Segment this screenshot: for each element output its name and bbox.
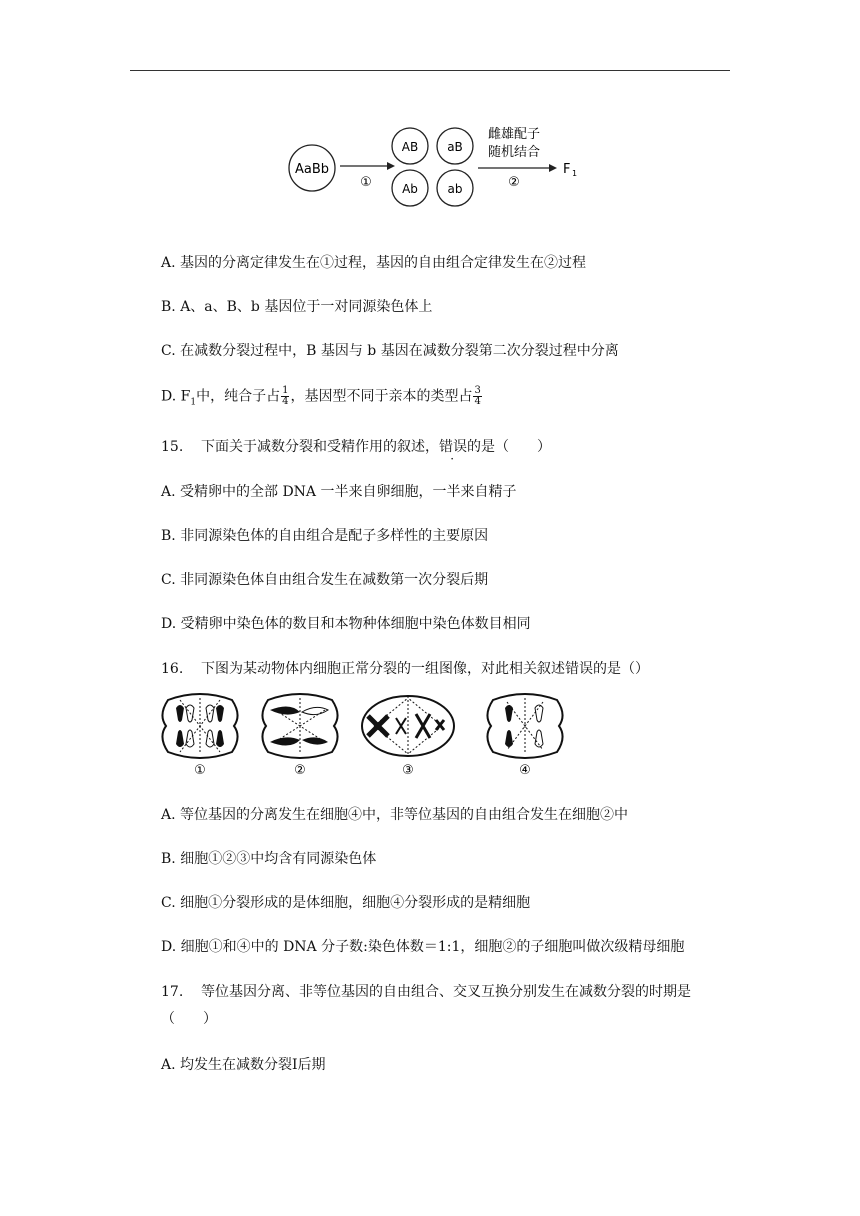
merge-text-2: 随机结合 [487, 145, 541, 160]
gamete-label: Ab [402, 182, 418, 196]
q15-option-a: A. 受精卵中的全部 DNA 一半来自卵细胞，一半来自精子 [161, 484, 517, 500]
q17-number: 17. [161, 984, 184, 1000]
cell-2 [262, 694, 337, 778]
cell-1 [162, 694, 237, 778]
q17-option-a: A. 均发生在减数分裂Ⅰ后期 [161, 1057, 326, 1073]
merge-text-1: 雌雄配子 [487, 127, 541, 142]
q16-option-b: B. 细胞①②③中均含有同源染色体 [161, 851, 377, 867]
q14-d-sub: 1 [190, 397, 197, 408]
q14-option-b: B. A、a、B、b 基因位于一对同源染色体上 [161, 299, 433, 315]
cell-4 [487, 694, 562, 778]
q15-option-c: C. 非同源染色体自由组合发生在减数第一次分裂后期 [161, 572, 489, 588]
step1-label: ① [360, 175, 372, 190]
gamete-diagram [282, 118, 582, 222]
cell-label: ④ [519, 763, 531, 778]
q14-option-c: C. 在减数分裂过程中，B 基因与 b 基因在减数分裂第二次分裂过程中分离 [161, 343, 619, 359]
arrow-1-head [387, 162, 395, 170]
step2-label: ② [508, 175, 520, 190]
cell-label: ② [294, 763, 306, 778]
q16-option-a: A. 等位基因的分离发生在细胞④中，非等位基因的自由组合发生在细胞②中 [161, 807, 629, 823]
q16-option-d: D. 细胞①和④中的 DNA 分子数:染色体数＝1:1，细胞②的子细胞叫做次级精母细胞 [161, 939, 685, 955]
header-rule [130, 70, 730, 71]
fraction-1 [281, 386, 289, 407]
q14-option-d [161, 386, 483, 411]
q15-option-d: D. 受精卵中染色体的数目和本物种体细胞中染色体数目相同 [161, 616, 531, 632]
parent-label: AaBb [294, 162, 330, 177]
fraction-2-den: 4 [474, 396, 481, 407]
q17-stem-text: 等位基因分离、非等位基因的自由组合、交叉互换分别发生在减数分裂的时期是 [201, 984, 691, 1000]
q17-stem [161, 983, 691, 1001]
q14-d-mid2: ，基因型不同于亲本的类型占 [290, 388, 473, 405]
q15-number: 15. [161, 439, 184, 455]
cell-label: ③ [402, 763, 414, 778]
q16-option-c: C. 细胞①分裂形成的是体细胞，细胞④分裂形成的是精细胞 [161, 895, 531, 911]
q16-number: 16. [161, 661, 184, 677]
q14-d-mid: 中，纯合子占 [196, 388, 281, 405]
cell-3 [362, 696, 454, 778]
gamete-label: ab [447, 182, 463, 196]
q15-stem-emph: 错误 [439, 439, 467, 455]
cell-division-figure [160, 690, 580, 784]
fraction-1-den: 4 [282, 396, 289, 407]
q15-stem-pre: 下面关于减数分裂和受精作用的叙述， [201, 439, 439, 455]
offspring-label: F [563, 162, 571, 177]
q16-stem [161, 660, 649, 678]
fraction-1-num: 1 [282, 385, 289, 396]
gamete-label: aB [447, 140, 463, 154]
q17-stem-cont: （ ） [161, 1011, 217, 1027]
q15-option-b: B. 非同源染色体的自由组合是配子多样性的主要原因 [161, 528, 489, 544]
q16-stem-text: 下图为某动物体内细胞正常分裂的一组图像，对此相关叙述错误的是（） [201, 661, 649, 677]
cell-label: ① [194, 763, 206, 778]
q15-stem [161, 438, 551, 456]
q14-option-a: A. 基因的分离定律发生在①过程，基因的自由组合定律发生在②过程 [161, 255, 587, 271]
arrow-2-head [549, 164, 557, 172]
fraction-2 [473, 386, 481, 407]
q14-d-prefix: D. F [161, 388, 191, 405]
q15-stem-post: 的是（ ） [467, 439, 551, 455]
offspring-sub: 1 [572, 169, 578, 178]
gamete-label: AB [401, 140, 419, 154]
fraction-2-num: 3 [474, 385, 481, 396]
